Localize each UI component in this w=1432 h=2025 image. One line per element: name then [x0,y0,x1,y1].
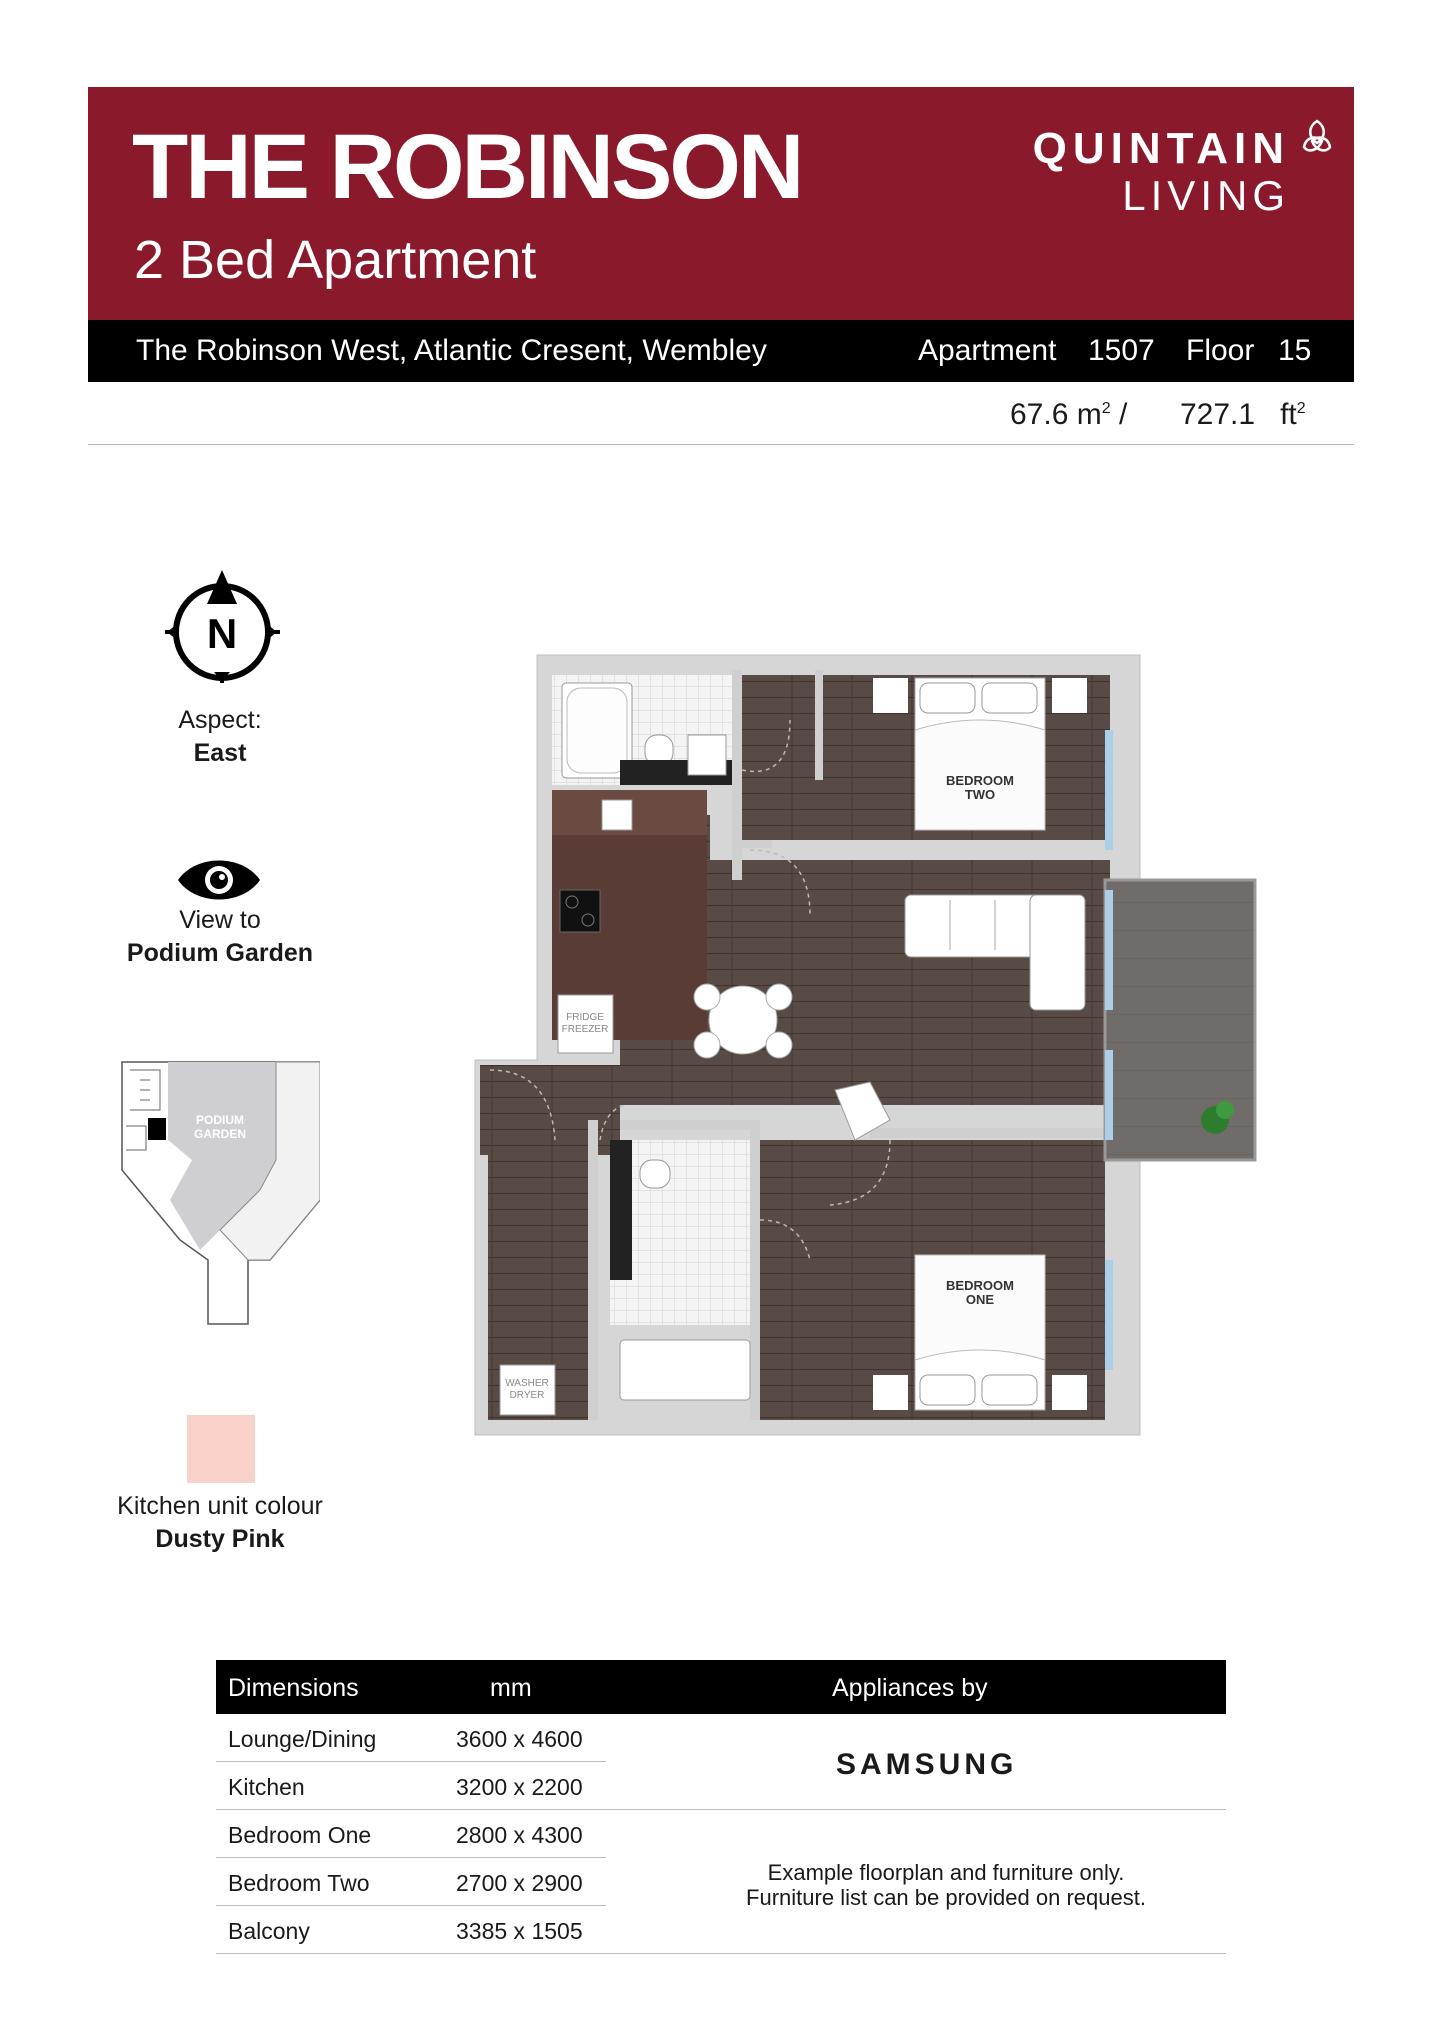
area-metric: 67.6 $m^2$ / [1010,398,1128,431]
kitchen-swatch [187,1415,255,1483]
svg-text:WASHER: WASHER [505,1378,549,1389]
floor-number: 15 [1278,334,1312,367]
samsung-logo: SAMSUNG [836,1748,1018,1781]
floor-label: Floor [1186,334,1255,367]
svg-text:N: N [206,610,238,657]
brand-name-top: QUINTAIN [1032,124,1290,173]
kitchen-block [90,1492,350,1554]
header-appliances: Appliances by [832,1674,988,1702]
trefoil-logo-icon [1296,117,1338,159]
table-row: Bedroom One 2800 x 4300 [216,1810,606,1858]
disclaimer-note: Example floorplan and furniture only. Furniture list can be provided on request. [746,1860,1146,1911]
page-subtitle: 2 Bed Apartment [134,230,537,290]
kitchen-label: Kitchen unit colour [117,1492,323,1520]
aspect-label: Aspect: [178,706,262,734]
table-header [216,1660,1226,1714]
svg-text:DRYER: DRYER [509,1390,545,1401]
svg-text:ONE: ONE [965,1292,995,1307]
apartment-number: 1507 [1088,334,1155,367]
area-imperial: 727.1 $ft^2$ [1180,398,1306,431]
apartment-label: Apartment [918,334,1057,367]
svg-text:BEDROOM: BEDROOM [946,1278,1014,1293]
svg-text:TWO: TWO [964,787,996,802]
aspect-value: East [193,739,247,767]
view-value: Podium Garden [126,939,314,967]
key-plan [120,1060,320,1325]
table-row: Balcony 3385 x 1505 [216,1906,606,1954]
table-row: Lounge/Dining 3600 x 4600 [216,1714,606,1762]
divider [606,1953,1226,1954]
svg-text:GARDEN: GARDEN [193,1127,247,1141]
svg-text:BEDROOM: BEDROOM [946,773,1014,788]
eye-icon [176,858,262,902]
header-banner [88,87,1354,320]
kitchen-value: Dusty Pink [155,1525,285,1553]
page-title: THE ROBINSON [132,116,802,218]
aspect-block [90,706,350,768]
balcony [1105,880,1255,1160]
north-compass-icon [165,568,280,683]
header-dimensions: Dimensions [228,1674,359,1702]
svg-text:FRIDGE: FRIDGE [566,1012,604,1023]
address: The Robinson West, Atlantic Cresent, Wembley [136,334,767,367]
floorplan [470,650,1270,1440]
table-row: Kitchen 3200 x 2200 [216,1762,606,1810]
table-row: Bedroom Two 2700 x 2900 [216,1858,606,1906]
view-block [90,906,350,968]
info-bar [88,320,1354,382]
divider [88,444,1354,445]
view-label: View to [179,906,261,934]
divider [606,1809,1226,1810]
brand-name-bottom: LIVING [1122,172,1290,219]
dimensions-table [216,1660,1226,1944]
svg-text:PODIUM: PODIUM [196,1113,244,1127]
svg-text:FREEZER: FREEZER [561,1024,609,1035]
brand-logo [1032,124,1290,219]
header-mm: mm [490,1674,532,1702]
